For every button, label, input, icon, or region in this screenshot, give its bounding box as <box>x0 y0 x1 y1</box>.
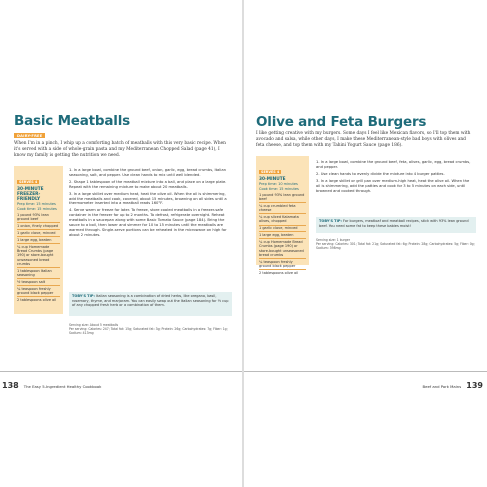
ingredient: 1 garlic clove, minced <box>259 226 306 233</box>
step: 4. Serve warm or freeze for later. To freeze, store cooled meatballs in a freezer-safe container in the freezer for up to 2 months. To defrost, refrigerate overnight. Reheat meatballs in a saucepan along with some Basic Tomato Sauce (page 184). Bring the sauce to a boil, then lower and simmer for 10 to 15 minutes until the meatballs are warmed through. Single-serve portions can be reheated in the microwave on high for about 2 minutes. <box>69 208 227 237</box>
recipe-intro: I like getting creative with my burgers. Some days I feel like Mexican flavors, so I'll top them with avocado and salsa, while other days, I make these Mediterranean-style bad boys with olives and feta cheese, and top them with my Tahini Yogurt Sauce (page 186). <box>256 131 471 148</box>
ingredient: ¼ cup sliced Kalamata olives, chopped <box>259 214 306 225</box>
left-folio <box>2 373 101 392</box>
recipe-intro: When I'm in a pinch, I whip up a comforting batch of meatballs with this very basic recipe. When it's served with a side of whole-grain pasta and my Mediterranean Chopped Salad (page 41), I know my family is getting the nutrition we need. <box>14 141 226 158</box>
ingredient: 2 tablespoons olive oil <box>259 271 299 276</box>
ingredient: 2 tablespoons olive oil <box>17 298 57 302</box>
ingredients-sidebar <box>256 156 309 276</box>
tip-text: Italian seasoning is a combination of dried herbs, like oregano, basil, rosemary, thyme, and marjoram. You can easily swap out the Italian seasoning for ½ cup of any chopped fresh herb or a combination of them. <box>72 294 229 307</box>
running-head: Beef and Pork Mains <box>422 384 462 389</box>
step: 3. In a large skillet over medium heat, heat the olive oil. When the oil is shimmering, add the meatballs and cook, covered, about 15 minutes, browning on all sides until a thermometer inserted into a meatball reads 160°F. <box>69 191 227 206</box>
time-label: 30-MINUTE FREEZER-FRIENDLY <box>17 187 44 202</box>
page-number: 138 <box>2 381 19 390</box>
step: 2. Use clean hands to evenly divide the mixture into 4 burger patties. <box>316 171 445 176</box>
ingredients-sidebar <box>14 166 63 314</box>
ingredient: ¼ teaspoon freshly ground black pepper <box>259 259 306 270</box>
ingredient: 1 large egg, beaten <box>259 232 306 239</box>
nutrition-facts: Per serving: Calories: 301; Total fat: 21g; Saturated fat: 6g; Protein: 28g; Carbohydrates: 5g; Fiber: 0g; Sodium: 398mg <box>316 242 475 251</box>
serving-size: Serving size: 1 burger <box>316 238 350 242</box>
dietary-tag: DAIRY-FREE <box>14 133 45 138</box>
tip-label: TOBY'S TIP: <box>319 219 342 223</box>
serves-badge: SERVES 4 <box>19 180 38 184</box>
ingredient: 1 onion, finely chopped <box>17 223 60 230</box>
serves-badge: SERVES 4 <box>261 170 280 174</box>
recipe-title: Basic Meatballs <box>14 113 130 129</box>
step: 3. In a large skillet or grill pan over medium-high heat, heat the olive oil. When the oil is shimmering, add the patties and cook for 3 to 5 minutes on each side, until browned and cooked through. <box>316 178 470 193</box>
ingredient: 1 large egg, beaten <box>17 237 60 244</box>
time-label: 30-MINUTE <box>259 177 286 182</box>
ingredient: ½ teaspoon salt <box>17 279 60 286</box>
step: 1. In a large bowl, combine the ground beef, onion, garlic, egg, bread crumbs, Italian seasoning, salt, and pepper. Use clean hands to mix until well blended. <box>69 168 226 177</box>
nutrition-info <box>69 323 232 336</box>
cook-time: Cook time: 15 minutes <box>259 187 299 191</box>
nutrition-facts: Per serving: Calories: 247; Total fat: 15g; Saturated fat: 3g; Protein: 26g; Carbohydrates: 7g; Fiber: 1g; Sodium: 413mg <box>69 327 228 336</box>
footer-rule <box>244 371 487 372</box>
ingredient: ¼ cup Homemade Bread Crumbs (page 190) or store-bought unseasoned bread crumbs <box>259 239 306 259</box>
ingredient: 1 tablespoon Italian seasoning <box>17 268 60 279</box>
nutrition-info <box>316 238 476 251</box>
recipe-steps <box>316 160 474 195</box>
step: 1. In a large bowl, combine the ground beef, feta, olives, garlic, egg, bread crumbs, and pepper. <box>316 160 471 169</box>
ingredient: 1 garlic clove, minced <box>17 230 60 237</box>
running-head: The Easy 5-Ingredient Healthy Cookbook <box>23 384 102 389</box>
ingredient: 1 pound 93% lean ground beef <box>259 192 306 203</box>
serving-size: Serving size: About 5 meatballs <box>69 323 119 327</box>
prep-time: Prep time: 15 minutes <box>17 202 56 206</box>
right-page <box>244 0 487 487</box>
right-folio <box>423 373 483 392</box>
tip-label: TOBY'S TIP: <box>72 294 95 298</box>
tobys-tip <box>69 292 232 316</box>
left-page <box>0 0 243 487</box>
tobys-tip <box>316 217 476 233</box>
page-number: 139 <box>466 381 483 390</box>
prep-time: Prep time: 10 minutes <box>259 182 298 186</box>
step: 2. Shape 1 tablespoon of the meatball mixture into a ball, and place on a large plate. Repeat with the remaining mixture to make about 20 meatballs. <box>69 179 227 189</box>
cook-time: Cook time: 15 minutes <box>17 207 57 211</box>
ingredient: 1 pound 93% lean ground beef <box>17 212 60 223</box>
ingredient: ¼ teaspoon freshly ground black pepper <box>17 286 60 297</box>
tip-text: For burgers, meatloaf and meatball recipes, stick with 93% lean ground beef. You need some fat to keep these babies moist! <box>319 219 469 228</box>
recipe-title: Olive and Feta Burgers <box>256 114 427 130</box>
recipe-steps <box>69 168 230 240</box>
footer-rule <box>0 371 243 372</box>
ingredient: ¼ cup crumbled feta cheese <box>259 203 306 214</box>
ingredient: ¼ cup Homemade Bread Crumbs (page 190) or store-bought unseasoned bread crumbs <box>17 244 60 268</box>
